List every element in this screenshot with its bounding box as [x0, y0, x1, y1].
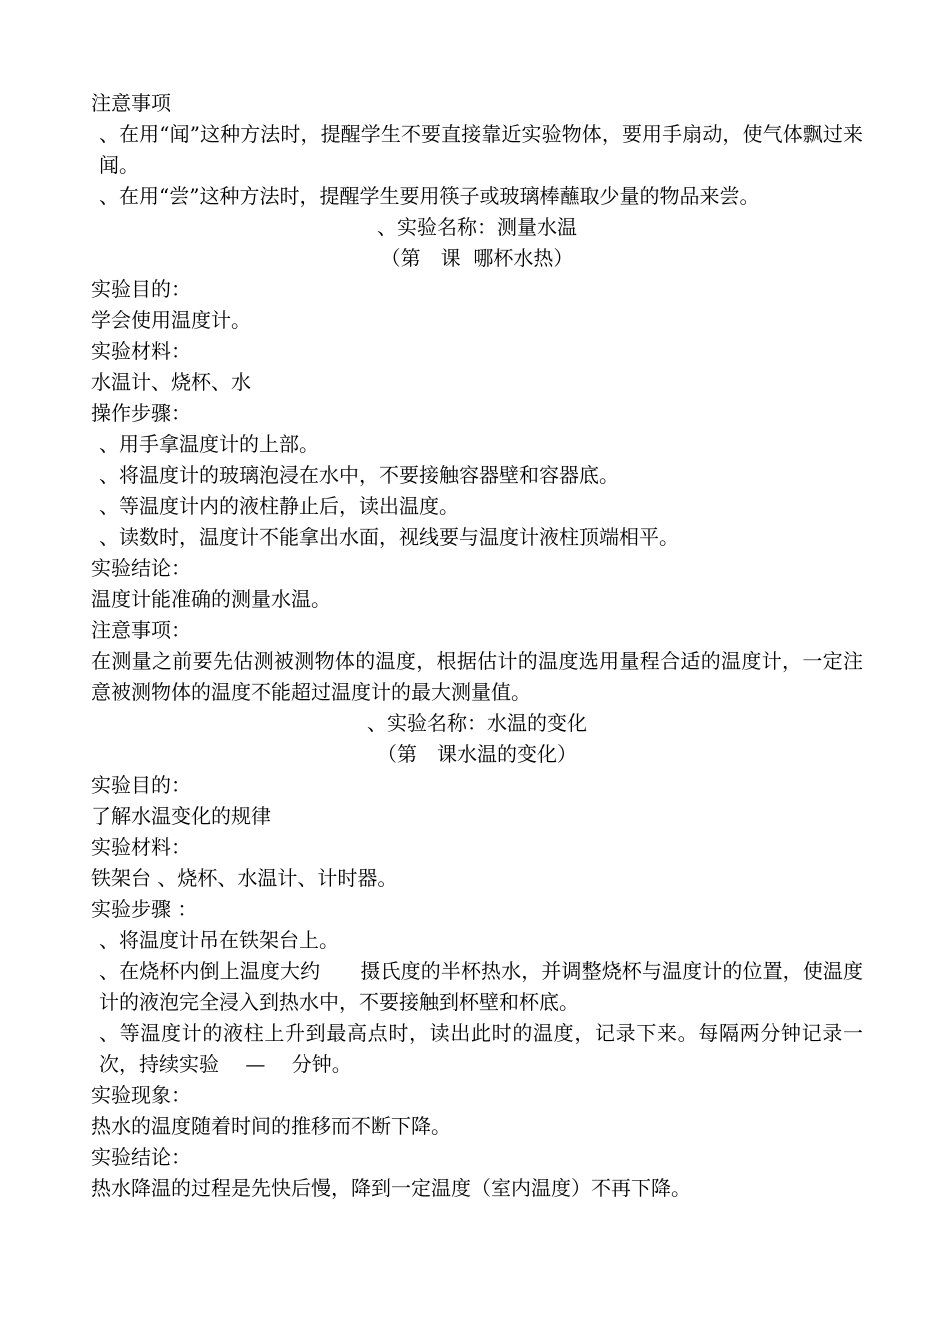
step-item: 、等温度计内的液柱静止后，读出温度。 [99, 494, 459, 518]
purpose-label: 实验目的： [91, 277, 191, 301]
experiment-title-water-temp-change: 、实验名称：水温的变化 [367, 711, 587, 735]
note-taste: 、在用“尝”这种方法时，提醒学生要用筷子或玻璃棒蘸取少量的物品来尝。 [99, 184, 760, 208]
purpose-label: 实验目的： [91, 773, 191, 797]
materials-label: 实验材料： [91, 339, 191, 363]
notes-label: 注意事项： [91, 618, 191, 642]
step-item: 、将温度计的玻璃泡浸在水中，不要接触容器壁和容器底。 [99, 463, 619, 487]
step-item: 、在烧杯内倒上温度大约 摄氏度的半杯热水，并调整烧杯与温度计的位置，使温度计的液泡完全浸入到热水中，不要接触到杯壁和杯底。 [99, 959, 863, 1014]
experiment-title-measure-water-temp: 、实验名称：测量水温 [377, 215, 577, 239]
notes-text: 在测量之前要先估测被测物体的温度，根据估计的温度选用量程合适的温度计，一定注意被测物体的温度不能超过温度计的最大测量值。 [91, 649, 863, 704]
materials-text: 铁架台 、烧杯、水温计、计时器。 [91, 866, 398, 890]
steps-label: 实验步骤 ： [91, 897, 198, 921]
step-item: 、用手拿温度计的上部。 [99, 432, 319, 456]
step-item: 、等温度计的液柱上升到最高点时，读出此时的温度，记录下来。每隔两分钟记录一次，持续实验 — 分钟。 [99, 1021, 863, 1076]
materials-text: 水温计、烧杯、水 [91, 370, 251, 394]
conclusion-label: 实验结论： [91, 556, 191, 580]
note-smell: 、在用“闻”这种方法时，提醒学生不要直接靠近实验物体，要用手扇动，使气体飘过来闻。 [99, 122, 863, 177]
step-item: 、将温度计吊在铁架台上。 [99, 928, 339, 952]
phenomenon-label: 实验现象： [91, 1083, 191, 1107]
phenomenon-text: 热水的温度随着时间的推移而不断下降。 [91, 1114, 451, 1138]
purpose-text: 了解水温变化的规律 [91, 804, 271, 828]
conclusion-text: 温度计能准确的测量水温。 [91, 587, 331, 611]
lesson-subtitle-which-cup-hot: （第 课 哪杯水热） [380, 246, 574, 270]
document-page [91, 88, 863, 1204]
conclusion-label: 实验结论： [91, 1145, 191, 1169]
lesson-subtitle-water-temp-change: （第 课水温的变化） [377, 742, 577, 766]
materials-label: 实验材料： [91, 835, 191, 859]
steps-label: 操作步骤： [91, 401, 191, 425]
conclusion-text: 热水降温的过程是先快后慢，降到一定温度（室内温度）不再下降。 [91, 1176, 691, 1200]
step-item: 、读数时，温度计不能拿出水面，视线要与温度计液柱顶端相平。 [99, 525, 679, 549]
notes-heading: 注意事项 [91, 91, 171, 115]
purpose-text: 学会使用温度计。 [91, 308, 251, 332]
